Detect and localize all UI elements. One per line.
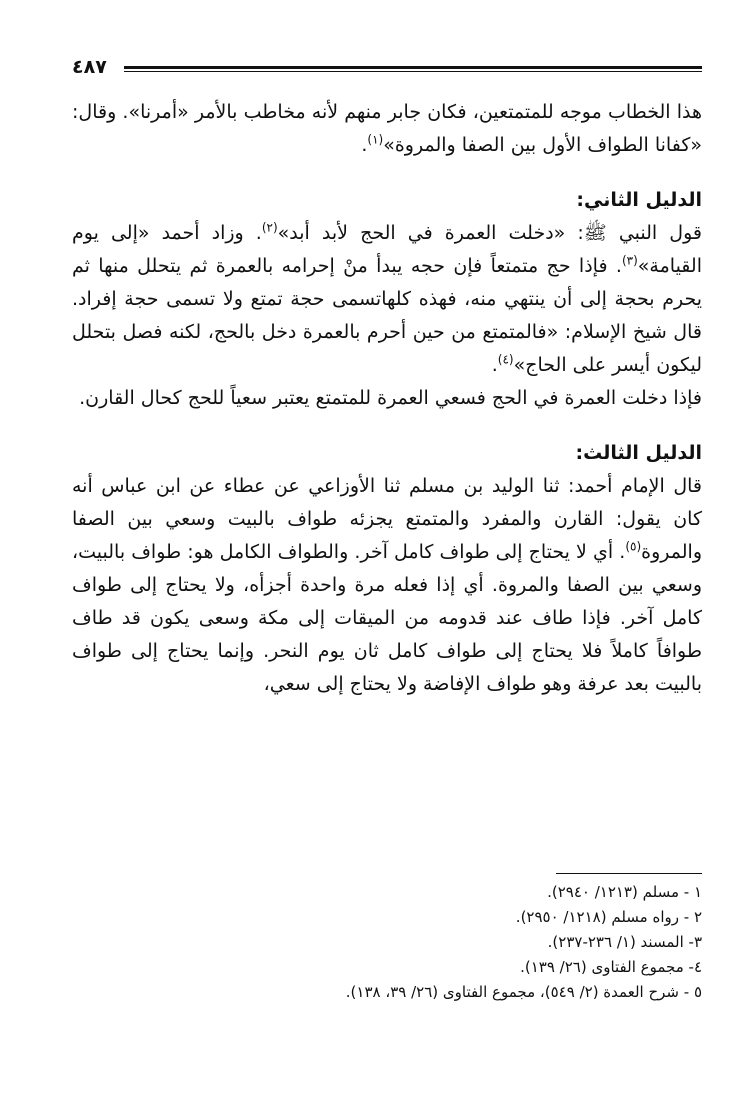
spacer xyxy=(72,415,702,437)
footnote-divider xyxy=(556,873,702,874)
footnote-ref-5[interactable]: (٥) xyxy=(625,539,642,554)
page-header xyxy=(72,55,702,85)
paragraph-2-text-b: . وزاد أحمد «إلى يوم القيامة» xyxy=(72,222,702,277)
footnote-ref-3[interactable]: (٣) xyxy=(621,253,638,268)
header-rule xyxy=(124,66,702,72)
spacer xyxy=(72,162,702,184)
footnote-5: ٥ - شرح العمدة (٢/ ٥٤٩)، مجموع الفتاوى (٢٦/ ٣٩، ١٣٨). xyxy=(345,983,702,1001)
paragraph-2-text-a: قول النبي ﷺ: «دخلت العمرة في الحج لأبد أبد» xyxy=(277,222,702,244)
page-number: ٤٨٧ xyxy=(72,56,107,78)
paragraph-1 xyxy=(72,96,702,162)
footnote-ref-1[interactable]: (١) xyxy=(367,132,384,147)
heading-third-evidence: الدليل الثالث: xyxy=(575,442,702,464)
footnote-3: ٣- المسند (١/ ٢٣٦-٢٣٧). xyxy=(547,933,702,951)
footnote-4: ٤- مجموع الفتاوى (٢٦/ ١٣٩). xyxy=(520,958,702,976)
footnotes-list xyxy=(72,880,702,1005)
paragraph-2-text-c: . فإذا حج متمتعاً فإن حجه يبدأ منْ إحرامه بالعمرة ثم يتحلل منها ثم يحرم بحجة إلى أن ينتهي منه، فهذه كلهاتسمى حجة تمتع ولا تسمى حجة إفراد. قال شيخ الإسلام: «فالمتمتع من حين أحرم بالعمرة دخل بالحج، لكنه فصل بتحلل ليكون أيسر على الحاج» xyxy=(72,255,702,376)
paragraph-4-text-b: . أي لا يحتاج إلى طواف كامل آخر. والطواف الكامل هو: طواف بالبيت، وسعي بين الصفا والمروة. أي إذا فعله مرة واحدة أجزأه، ولا يحتاج إلى طواف كامل آخر. فإذا طاف عند قدومه من الميقات إلى مكة وسعى يكون قد طاف طوافاً كاملاً فلا يحتاج إلى طواف كامل ثان يوم النحر. وإنما يحتاج إلى طواف بالبيت بعد عرفة وهو طواف الإفاضة ولا يحتاج إلى سعي، xyxy=(72,541,702,695)
paragraph-4 xyxy=(72,470,702,701)
footnote-ref-2[interactable]: (٢) xyxy=(261,220,278,235)
paragraph-3: فإذا دخلت العمرة في الحج فسعي العمرة للمتمتع يعتبر سعياً للحج كحال القارن. xyxy=(79,387,702,409)
paragraph-2 xyxy=(72,217,702,382)
paragraph-2-tail: . xyxy=(491,354,498,376)
footnote-2: ٢ - رواه مسلم (١٢١٨/ ٢٩٥٠). xyxy=(515,908,702,926)
paragraph-4-text-a: قال الإمام أحمد: ثنا الوليد بن مسلم ثنا الأوزاعي عن عطاء عن ابن عباس أنه كان يقول: القارن والمفرد والمتمتع يجزئه طواف بالبيت وسعي بين الصفا والمروة xyxy=(72,475,702,563)
main-text xyxy=(72,96,702,701)
footnote-1: ١ - مسلم (١٢١٣/ ٢٩٤٠). xyxy=(547,883,702,901)
paragraph-1-tail: . xyxy=(361,134,368,156)
paragraph-1-text: هذا الخطاب موجه للمتمتعين، فكان جابر منهم لأنه مخاطب بالأمر «أمرنا». وقال: «كفانا الطواف الأول بين الصفا والمروة» xyxy=(72,101,702,156)
footnote-ref-4[interactable]: (٤) xyxy=(497,352,514,367)
heading-second-evidence: الدليل الثاني: xyxy=(576,189,702,211)
